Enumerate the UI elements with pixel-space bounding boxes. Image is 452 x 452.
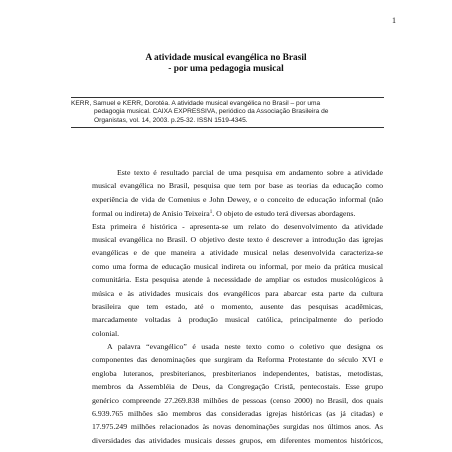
- body-line: Esta primeira é histórica - apresenta-se um relato do desenvolvimento da atividade: [92, 221, 383, 231]
- title-line-1: A atividade musical evangélica no Brasil: [145, 53, 307, 63]
- body-line: 17.975.249 milhões relacionados às novas denominações surgidas nos últimos anos. As: [92, 422, 383, 432]
- body-line: engloba luteranos, presbiterianos, presbiterianos independentes, batistas, metodistas,: [92, 368, 383, 378]
- body-line: musical evangélica no Brasil. O objetivo deste texto é descrever a introdução das igrejas: [92, 234, 383, 244]
- page-number: 1: [392, 16, 396, 25]
- body-line: música e às atividades musicais dos evangélicos para abarcar esta parte da cultura: [92, 288, 383, 298]
- body-line: componentes das denominações que surgiram da Reforma Protestante do século XVI e: [92, 355, 383, 365]
- citation-line-3: Organistas, vol. 14, 2003. p.25-32. ISSN 1519-4345.: [94, 116, 248, 124]
- article-title: [0, 53, 452, 75]
- body-line: evangélicas e de que maneira a atividade musical nelas desenvolvida caracteriza-se: [92, 248, 383, 258]
- body-line: A palavra “evangélico” é usada neste texto como o coletivo que designa os: [107, 342, 383, 352]
- body-line: colonial.: [92, 328, 120, 338]
- citation-line-1: KERR, Samuel e KERR, Dorotéa. A atividade musical evangélica no Brasil – por uma: [71, 100, 321, 107]
- body-line: experiência de vida de Comenius e John Dewey, e o conceito de educação informal (não: [92, 194, 383, 204]
- citation-bottom-rule: [71, 127, 384, 128]
- citation-block: [71, 100, 381, 125]
- body-line-part: formal ou indireta) de Anísio Teixeira: [92, 209, 210, 219]
- body-line: [92, 206, 383, 219]
- footnote-mark: 1: [209, 210, 213, 216]
- body-line: musical evangélica no Brasil, pesquisa que tem por base as teorias da educação como: [92, 181, 383, 191]
- body-line: genérico compreende 27.269.838 milhões de pessoas (censo 2000) no Brasil, dos quais: [92, 395, 383, 405]
- body-line-part: . O objeto de estudo terá diversas abordagens.: [212, 209, 356, 219]
- body-line: diversidades das atividades musicais desses grupos, em diferentes momentos históricos,: [92, 435, 383, 445]
- body-line: 6.939.765 milhões são membros das consideradas igrejas históricas (as já citadas) e: [92, 409, 383, 419]
- body-text: [92, 166, 383, 447]
- body-line: como uma forma de educação musical indireta ou informal, por meio da prática musical: [92, 261, 383, 271]
- body-line: brasileira que tem estado, até o momento, ausente das pesquisas acadêmicas,: [92, 301, 383, 311]
- body-line: marcadamente voltadas à produção musical católica, principalmente do período: [92, 315, 383, 325]
- citation-line-2: pedagogia musical. CAIXA EXPRESSIVA, periódico da Associação Brasileira de: [94, 108, 329, 116]
- title-line-2: - por uma pedagogia musical: [168, 64, 284, 74]
- body-line: membros da Assembléia de Deus, da Congregação Cristã, pentecostais. Esse grupo: [92, 382, 383, 392]
- body-line: comunitária. Esta pesquisa atende à necessidade de ampliar os estudos musicológicos à: [92, 275, 383, 285]
- citation-top-rule: [71, 97, 384, 98]
- body-line: Este texto é resultado parcial de uma pesquisa em andamento sobre a atividade: [117, 168, 383, 177]
